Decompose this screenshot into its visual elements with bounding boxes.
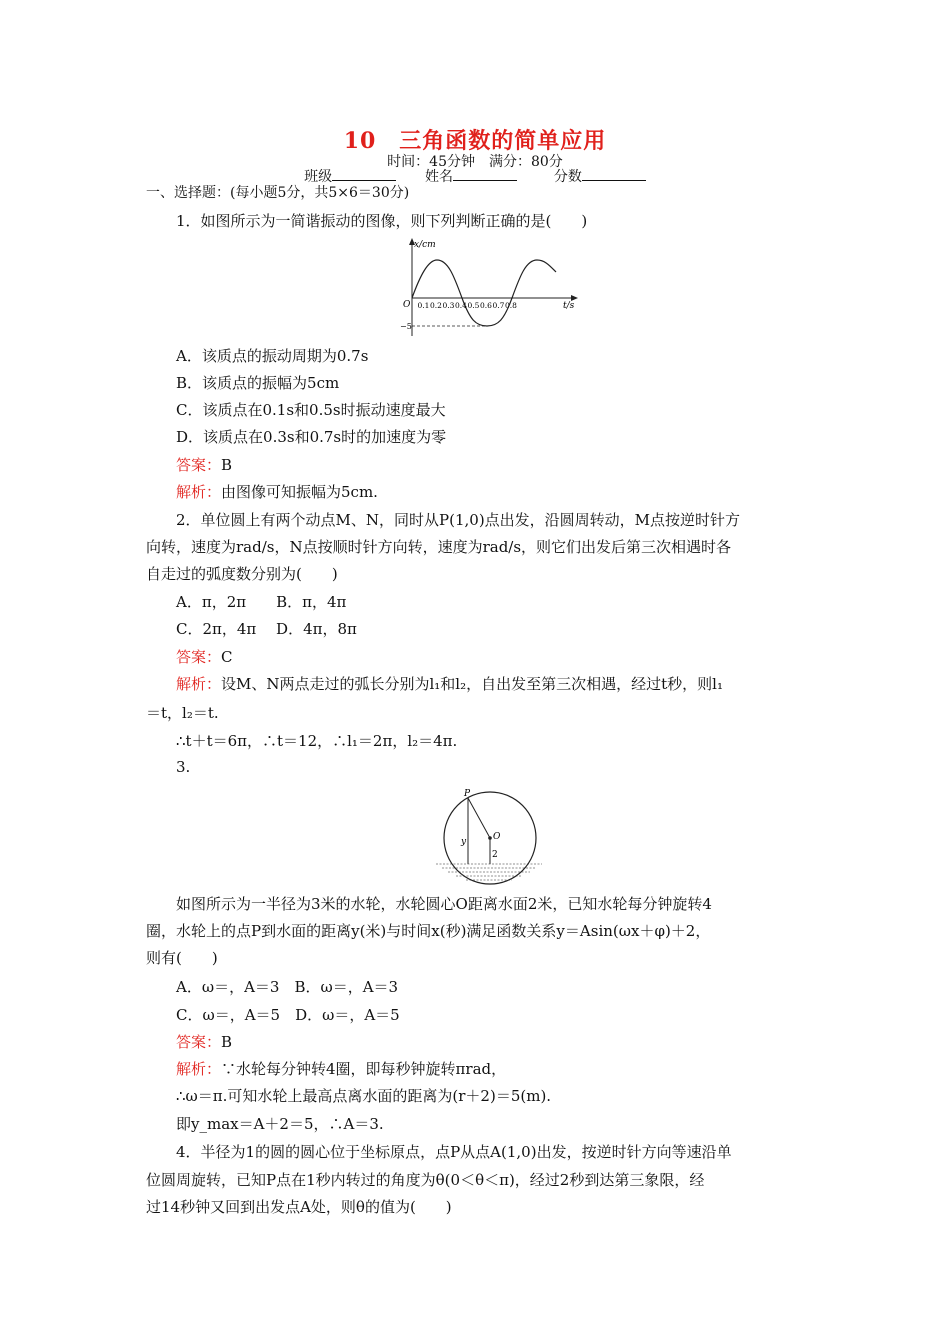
q4-line-2: 位圆周旋转，已知P点在1秒内转过的角度为θ(0＜θ＜π)，经过2秒到达第三象限，经 [146, 1171, 705, 1189]
q2-analysis-3: ∴t＋t＝6π，∴t＝12，∴l₁＝2π，l₂＝4π. [176, 732, 458, 750]
point-p-label: P [464, 789, 471, 799]
q2-stem-1: 2．单位圆上有两个动点M、N，同时从P(1,0)点出发，沿圆周转动，M点按逆时针方 [176, 511, 741, 529]
class-label: 班级 [304, 169, 333, 185]
score-label: 分数 [553, 169, 582, 185]
y-axis-label: x/cm [414, 240, 436, 250]
q3-analysis-1 [176, 1058, 506, 1079]
score-blank[interactable] [582, 166, 646, 181]
q1-option-a: A．该质点的振动周期为0.7s [176, 347, 369, 365]
page-title: 10 三角函数的简单应用 [343, 128, 607, 154]
x-tick-label: 0.4 [455, 301, 467, 310]
q3-stem-1: 如图所示为一半径为3米的水轮，水轮圆心O距离水面2米，已知水轮每分钟旋转4 [176, 895, 712, 913]
q3-stem-2: 圈，水轮上的点P到水面的距离y(米)与时间x(秒)满足函数关系y＝Asin(ωx＋φ)＋2， [146, 922, 711, 940]
x-tick-label: 0.2 [430, 301, 442, 310]
q1-option-d: D．该质点在0.3s和0.7s时的加速度为零 [176, 428, 447, 446]
student-info-row [0, 166, 950, 186]
x-tick-label: 0.7 [492, 301, 505, 310]
q2-analysis-1 [176, 673, 723, 694]
y-label: y [461, 837, 467, 847]
q4-line-1: 4．半径为1的圆的圆心位于坐标原点，点P从点A(1,0)出发，按逆时针方向等速沿单 [176, 1143, 732, 1161]
answer-label: 答案： [176, 456, 222, 474]
q3-options-row2: C．ω＝，A＝5 D．ω＝，A＝5 [176, 1006, 400, 1024]
q1-option-c: C．该质点在0.1s和0.5s时振动速度最大 [176, 401, 446, 419]
name-blank[interactable] [453, 166, 517, 181]
q3-stem-3: 则有( ) [146, 949, 218, 967]
analysis-label: 解析： [176, 675, 222, 693]
q1-option-b: B．该质点的振幅为5cm [176, 374, 340, 392]
analysis-text: ∵水轮每分钟转4圈，即每秒钟旋转πrad， [221, 1060, 507, 1078]
section-heading: 一、选择题：(每小题5分，共5×6＝30分) [146, 185, 410, 201]
q2-answer [176, 646, 233, 667]
distance-label: 2 [492, 850, 498, 860]
analysis-text: 设M、N两点走过的弧长分别为l₁和l₂，自出发至第三次相遇，经过t秒，则l₁ [221, 675, 723, 693]
q2-analysis-2: ＝t，l₂＝t. [146, 704, 219, 722]
q2-stem-2: 向转，速度为rad/s，N点按顺时针方向转，速度为rad/s，则它们出发后第三次相遇时各 [146, 538, 732, 556]
name-label: 姓名 [425, 169, 453, 185]
q3-analysis-3: 即y_max＝A＋2＝5，∴A＝3. [176, 1115, 384, 1133]
x-tick-label: 0.5 [467, 301, 480, 310]
class-blank[interactable] [332, 166, 396, 181]
time-limit: 时间：45分钟 满分：80分 [387, 154, 563, 170]
origin-label: O [403, 300, 411, 310]
answer-value: B [221, 456, 233, 474]
q3-options-row1: A．ω＝，A＝3 B．ω＝，A＝3 [176, 978, 399, 996]
center-label: O [493, 832, 501, 842]
answer-label: 答案： [176, 648, 222, 666]
answer-value: B [221, 1033, 233, 1051]
q3-waterwheel-figure [428, 788, 550, 890]
x-tick-label: 0.3 [442, 301, 455, 310]
analysis-label: 解析： [176, 1060, 222, 1078]
answer-value: C [221, 648, 233, 666]
q1-analysis [176, 481, 378, 502]
wave-curve [412, 260, 556, 326]
analysis-text: 由图像可知振幅为5cm. [221, 483, 378, 501]
x-tick-label: 0.8 [505, 301, 517, 310]
x-axis-label: t/s [563, 301, 575, 311]
q1-wave-figure [398, 236, 588, 342]
x-tick-label: 0.1 [417, 301, 430, 310]
q2-options-row1: A．π，2π B．π，4π [176, 593, 347, 611]
q2-stem-3: 自走过的弧度数分别为( ) [146, 565, 338, 583]
q1-answer [176, 454, 232, 475]
x-tick-label: 0.6 [480, 301, 492, 310]
x-tick-labels [418, 301, 518, 310]
answer-label: 答案： [176, 1033, 222, 1051]
radius-line [468, 798, 490, 838]
min-label: −5 [400, 322, 412, 331]
q3-answer [176, 1031, 232, 1052]
q4-line-3: 过14秒钟又回到出发点A处，则θ的值为( ) [146, 1198, 452, 1216]
q2-options-row2: C．2π，4π D．4π，8π [176, 620, 357, 638]
analysis-label: 解析： [176, 483, 222, 501]
q3-number: 3. [176, 758, 191, 776]
q3-analysis-2: ∴ω＝π.可知水轮上最高点离水面的距离为(r＋2)＝5(m). [176, 1087, 552, 1105]
q1-stem: 1．如图所示为一简谐振动的图像，则下列判断正确的是( ) [176, 212, 588, 230]
